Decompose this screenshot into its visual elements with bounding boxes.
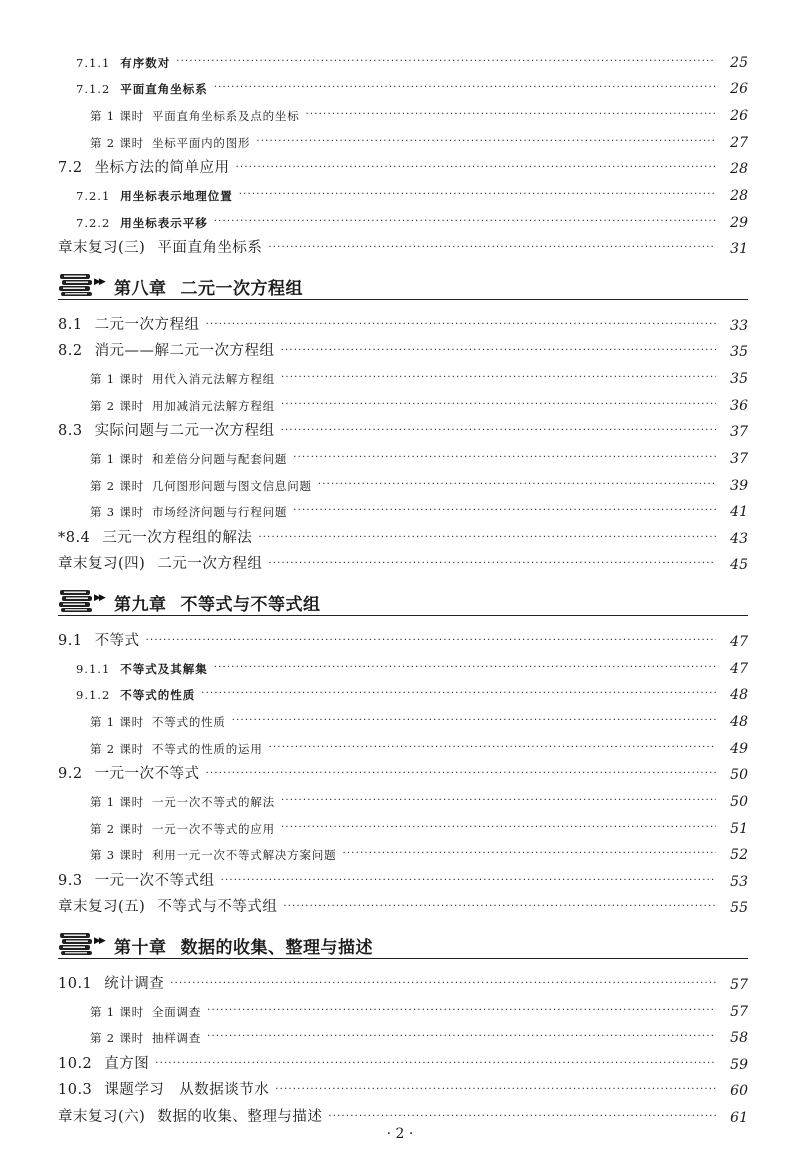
dot-leader <box>268 559 716 573</box>
entry-page-number: 50 <box>730 767 748 784</box>
entry-title: 平面直角坐标系及点的坐标 <box>151 109 300 124</box>
toc-entry-lesson[interactable] <box>58 97 748 124</box>
entry-number: 第 2 课时 <box>90 1031 144 1046</box>
entry-title: 平面直角坐标系 <box>120 82 208 97</box>
entry-label <box>58 81 208 97</box>
entry-title: 坐标方法的简单应用 <box>94 160 230 177</box>
dot-leader <box>268 243 716 257</box>
toc-entry-subsection[interactable] <box>58 677 748 704</box>
table-of-contents <box>58 44 748 1126</box>
entry-title: 用坐标表示平移 <box>120 215 208 230</box>
entry-page-number: 35 <box>730 371 748 387</box>
entry-label <box>58 869 215 890</box>
double-arrow-icon: ▶▶ <box>94 936 104 947</box>
dot-leader <box>201 689 716 703</box>
entry-title: 几何图形问题与图文信息问题 <box>151 478 312 493</box>
entry-page-number: 52 <box>730 847 748 864</box>
stacked-books-icon <box>58 932 94 956</box>
entry-number: 9.1.2 <box>76 688 111 703</box>
dot-leader <box>318 480 716 494</box>
entry-number: 10.3 <box>58 1082 93 1099</box>
toc-entry-section[interactable] <box>58 307 748 334</box>
entry-label <box>58 661 208 677</box>
entry-title: 一元一次不等式的应用 <box>151 821 275 836</box>
entry-page-number: 26 <box>730 108 748 125</box>
dot-leader <box>306 110 716 124</box>
dot-leader <box>214 663 716 677</box>
entry-title: 不等式 <box>94 632 140 649</box>
entry-title: 用加减消元法解方程组 <box>151 398 275 413</box>
entry-page-number: 41 <box>730 504 748 521</box>
entry-label <box>58 1030 201 1046</box>
toc-entry-lesson[interactable] <box>58 467 748 494</box>
entry-label <box>58 741 263 757</box>
dot-leader <box>328 1112 716 1126</box>
entry-page-number: 37 <box>730 450 748 467</box>
entry-label <box>58 1105 322 1126</box>
entry-number: 9.3 <box>58 872 83 889</box>
toc-entry-subsection[interactable] <box>58 44 748 71</box>
entry-title: 抽样调查 <box>151 1031 202 1046</box>
entry-label <box>58 451 287 467</box>
toc-entry-section[interactable] <box>58 151 748 178</box>
entry-page-number: 48 <box>730 687 748 704</box>
entry-page-number: 43 <box>730 530 748 547</box>
entry-title: 平面直角坐标系 <box>157 240 263 257</box>
entry-title: 二元一次方程组 <box>157 556 263 573</box>
entry-number: 章末复习(六) <box>58 1109 146 1125</box>
entry-title: 和差倍分问题与配套问题 <box>151 451 288 466</box>
entry-number: 8.3 <box>58 423 83 440</box>
dot-leader <box>283 902 716 916</box>
dot-leader <box>258 533 716 547</box>
entry-number: 9.2 <box>58 766 83 783</box>
dot-leader <box>281 400 716 414</box>
entry-label <box>58 1078 269 1099</box>
chapter-header <box>58 259 748 307</box>
toc-entry-lesson[interactable] <box>58 837 748 864</box>
dot-leader <box>275 1085 716 1099</box>
entry-number: 7.2.2 <box>76 215 111 230</box>
double-arrow-icon: ▶▶ <box>94 277 104 288</box>
entry-page-number: 47 <box>730 660 748 677</box>
entry-title: 不等式的性质的运用 <box>151 741 263 756</box>
entry-number: 第 2 课时 <box>90 398 144 413</box>
dot-leader <box>155 1059 716 1073</box>
entry-page-number: 60 <box>730 1083 748 1100</box>
chapter-number: 第十章 <box>114 938 167 959</box>
dot-leader <box>281 796 716 810</box>
entry-label <box>58 504 287 520</box>
toc-entry-lesson[interactable] <box>58 730 748 757</box>
entry-label <box>58 478 312 494</box>
dot-leader <box>206 320 716 334</box>
chapter-title <box>114 274 303 299</box>
entry-page-number: 25 <box>730 54 748 71</box>
entry-title: 一元一次不等式 <box>94 766 200 783</box>
stacked-books-icon <box>58 589 94 613</box>
entry-title: 课题学习 从数据谈节水 <box>104 1082 270 1099</box>
entry-title: 消元——解二元一次方程组 <box>94 343 275 360</box>
entry-title: 不等式的性质 <box>151 715 226 729</box>
entry-page-number: 35 <box>730 344 748 361</box>
dot-leader <box>281 373 716 387</box>
dot-leader <box>269 743 716 757</box>
toc-entry-lesson[interactable] <box>58 387 748 414</box>
entry-page-number: 57 <box>730 976 748 993</box>
entry-page-number: 48 <box>730 714 748 730</box>
entry-number: 7.1.1 <box>76 55 111 70</box>
chapter-number: 第八章 <box>114 279 167 300</box>
double-arrow-icon: ▶▶ <box>94 593 104 604</box>
entry-number: 第 2 课时 <box>90 821 144 836</box>
toc-entry-lesson[interactable] <box>58 1020 748 1047</box>
entry-number: 第 1 课时 <box>90 794 144 809</box>
entry-page-number: 55 <box>730 900 748 917</box>
dot-leader <box>281 426 716 440</box>
entry-label <box>58 821 275 837</box>
entry-label <box>58 1004 201 1020</box>
entry-label <box>58 629 140 650</box>
entry-page-number: 28 <box>730 161 748 178</box>
entry-number: 9.1 <box>58 632 83 649</box>
entry-number: 章末复习(三) <box>58 240 146 257</box>
entry-label <box>58 714 226 730</box>
dot-leader <box>221 876 716 890</box>
chapter-title <box>114 590 321 615</box>
entry-title: 用坐标表示地理位置 <box>120 188 233 203</box>
entry-label <box>58 526 252 547</box>
entry-label <box>58 188 233 204</box>
toc-entry-section[interactable] <box>58 1073 748 1100</box>
toc-entry-review[interactable] <box>58 890 748 917</box>
entry-number: 7.2 <box>58 160 83 177</box>
page-number: · 2 · <box>386 1126 414 1142</box>
toc-entry-lesson[interactable] <box>58 703 748 730</box>
dot-leader <box>214 217 716 231</box>
dot-leader <box>214 83 716 97</box>
entry-page-number: 50 <box>730 793 748 810</box>
entry-title: 有序数对 <box>120 55 171 70</box>
entry-page-number: 28 <box>730 187 748 204</box>
toc-entry-lesson[interactable] <box>58 124 748 151</box>
toc-entry-lesson[interactable] <box>58 810 748 837</box>
entry-title: 一元一次不等式的解法 <box>151 794 275 809</box>
entry-title: 市场经济问题与行程问题 <box>151 505 288 520</box>
chapter-header <box>58 575 748 623</box>
entry-page-number: 33 <box>730 317 748 334</box>
entry-page-number: 61 <box>730 1110 748 1126</box>
entry-number: 第 2 课时 <box>90 478 144 493</box>
entry-number: 章末复习(四) <box>58 556 146 573</box>
dot-leader <box>293 506 716 520</box>
entry-number: 第 1 课时 <box>90 451 144 466</box>
chapter-title <box>114 933 373 958</box>
entry-number: 8.2 <box>58 343 83 360</box>
stacked-books-icon <box>58 273 94 297</box>
chapter-number: 第九章 <box>114 595 167 616</box>
entry-number: 第 3 课时 <box>90 505 144 520</box>
entry-number: 8.1 <box>58 316 83 333</box>
entry-page-number: 51 <box>730 820 748 837</box>
entry-label <box>58 156 230 177</box>
toc-entry-section[interactable] <box>58 863 748 890</box>
toc-entry-review[interactable] <box>58 1099 748 1126</box>
toc-entry-review[interactable] <box>58 231 748 258</box>
entry-page-number: 57 <box>730 1003 748 1020</box>
toc-entry-subsection[interactable] <box>58 650 748 677</box>
chapter-name: 不等式与不等式组 <box>180 595 321 616</box>
entry-label <box>58 847 336 863</box>
chapter-header <box>58 918 748 966</box>
entry-number: 9.1.1 <box>76 661 111 676</box>
entry-label <box>58 108 300 124</box>
entry-page-number: 59 <box>730 1056 748 1073</box>
dot-leader <box>232 716 716 730</box>
toc-entry-lesson[interactable] <box>58 494 748 521</box>
entry-page-number: 39 <box>730 477 748 494</box>
entry-page-number: 31 <box>730 241 748 258</box>
toc-entry-lesson[interactable] <box>58 440 748 467</box>
entry-title: 直方图 <box>104 1055 150 1072</box>
toc-entry-section[interactable] <box>58 334 748 361</box>
toc-entry-subsection[interactable] <box>58 204 748 231</box>
entry-label <box>58 313 200 334</box>
entry-label <box>58 135 250 151</box>
entry-title: 三元一次方程组的解法 <box>102 529 253 546</box>
entry-number: 10.2 <box>58 1055 93 1072</box>
entry-label <box>58 55 170 71</box>
toc-entry-section[interactable] <box>58 623 748 650</box>
toc-entry-section[interactable] <box>58 520 748 547</box>
entry-page-number: 58 <box>730 1030 748 1047</box>
chapter-name: 数据的收集、整理与描述 <box>180 938 373 959</box>
dot-leader <box>281 823 716 837</box>
chapter-rule <box>58 299 748 300</box>
entry-title: 实际问题与二元一次方程组 <box>94 423 275 440</box>
entry-label <box>58 687 195 703</box>
entry-title: 一元一次不等式组 <box>94 872 215 889</box>
toc-entry-section[interactable] <box>58 1046 748 1073</box>
entry-page-number: 37 <box>730 424 748 441</box>
entry-number: 第 1 课时 <box>90 109 144 124</box>
entry-number: 第 1 课时 <box>90 372 144 386</box>
dot-leader <box>146 636 716 650</box>
toc-entry-lesson[interactable] <box>58 783 748 810</box>
entry-label <box>58 419 275 440</box>
dot-leader <box>176 57 716 71</box>
chapter-rule <box>58 615 748 616</box>
dot-leader <box>293 453 716 467</box>
entry-title: 数据的收集、整理与描述 <box>157 1109 323 1125</box>
entry-page-number: 26 <box>730 81 748 98</box>
entry-number: 第 3 课时 <box>90 848 144 863</box>
toc-entry-lesson[interactable] <box>58 360 748 387</box>
entry-label <box>58 215 208 231</box>
dot-leader <box>239 190 716 204</box>
entry-number: 10.1 <box>58 975 93 992</box>
dot-leader <box>170 979 716 993</box>
entry-number: 第 2 课时 <box>90 741 144 756</box>
entry-label <box>58 371 275 387</box>
entry-number: 第 1 课时 <box>90 715 144 729</box>
entry-title: 不等式与不等式组 <box>157 899 278 916</box>
dot-leader <box>256 137 716 151</box>
entry-label <box>58 339 275 360</box>
entry-number: 7.2.1 <box>76 188 111 203</box>
entry-title: 不等式及其解集 <box>120 661 208 676</box>
entry-number: 章末复习(五) <box>58 899 146 916</box>
entry-label <box>58 762 200 783</box>
entry-title: 二元一次方程组 <box>94 316 200 333</box>
toc-entry-section[interactable] <box>58 966 748 993</box>
dot-leader <box>206 769 716 783</box>
entry-title: 全面调查 <box>151 1004 202 1019</box>
entry-page-number: 53 <box>730 873 748 890</box>
toc-entry-subsection[interactable] <box>58 71 748 98</box>
entry-title: 利用一元一次不等式解决方案问题 <box>151 848 337 863</box>
dot-leader <box>281 346 716 360</box>
entry-label <box>58 236 262 257</box>
entry-title: 不等式的性质 <box>120 688 196 703</box>
entry-label <box>58 972 164 993</box>
entry-page-number: 47 <box>730 633 748 650</box>
toc-entry-section[interactable] <box>58 757 748 784</box>
toc-entry-subsection[interactable] <box>58 177 748 204</box>
chapter-rule <box>58 958 748 959</box>
entry-label <box>58 398 275 414</box>
entry-title: 统计调查 <box>104 975 165 992</box>
entry-number: *8.4 <box>58 529 91 546</box>
entry-title: 坐标平面内的图形 <box>151 135 251 150</box>
dot-leader <box>207 1032 716 1046</box>
toc-entry-review[interactable] <box>58 547 748 574</box>
entry-page-number: 36 <box>730 397 748 414</box>
entry-page-number: 27 <box>730 134 748 151</box>
chapter-name: 二元一次方程组 <box>180 279 303 300</box>
entry-page-number: 45 <box>730 557 748 574</box>
dot-leader <box>207 1006 716 1020</box>
entry-label <box>58 552 262 573</box>
entry-page-number: 49 <box>730 740 748 757</box>
toc-entry-lesson[interactable] <box>58 993 748 1020</box>
entry-label <box>58 1052 149 1073</box>
toc-entry-section[interactable] <box>58 414 748 441</box>
dot-leader <box>236 163 716 177</box>
entry-label <box>58 794 275 810</box>
entry-page-number: 29 <box>730 214 748 231</box>
entry-label <box>58 895 277 916</box>
entry-number: 第 2 课时 <box>90 135 144 150</box>
entry-title: 用代入消元法解方程组 <box>151 372 275 386</box>
entry-number: 第 1 课时 <box>90 1004 144 1019</box>
dot-leader <box>342 849 716 863</box>
entry-number: 7.1.2 <box>76 82 111 97</box>
